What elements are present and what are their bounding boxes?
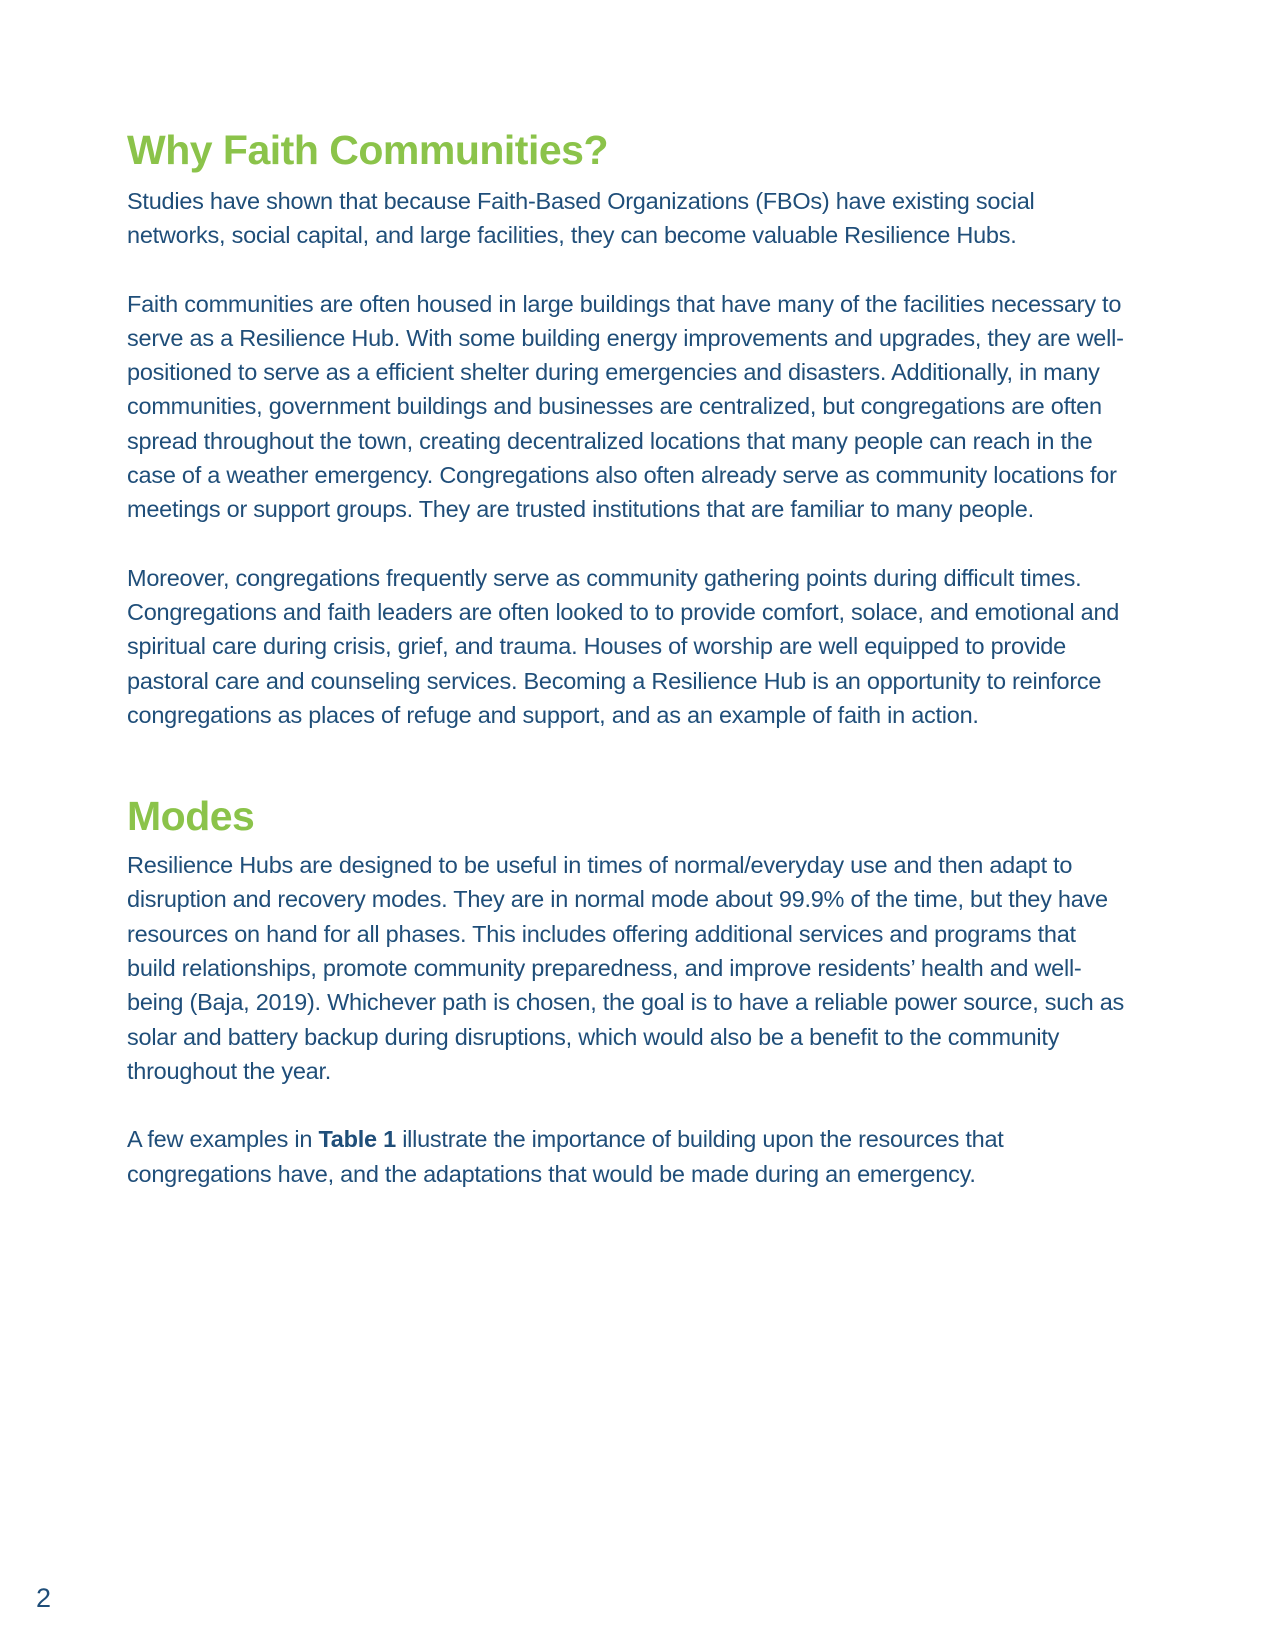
table-1-reference: Table 1: [318, 1126, 396, 1153]
modes-paragraph-2: [127, 1122, 1127, 1191]
section-heading-modes: Modes: [127, 793, 255, 840]
page-number: 2: [36, 1583, 52, 1613]
modes-paragraph-2-end: illustrate the importance of building upon the resources that congregations have, and the adaptations that would be made during an emergency.: [127, 1126, 1004, 1187]
section-heading-why-faith-communities: Why Faith Communities?: [127, 127, 608, 173]
modes-paragraph-1: Resilience Hubs are designed to be useful in times of normal/everyday use and then adapt to disruption and recovery modes. They are in normal mode about 99.9% of the time, but they have resources on hand for all phases. This includes offering additional services and programs that build relationships, promote community preparedness, and improve residents’ health and well-being (Baja, 2019). Whichever path is chosen, the goal is to have a reliable power source, such as solar and battery backup during disruptions, which would also be a benefit to the community throughout the year.: [127, 852, 1125, 1084]
page-content: [127, 124, 1127, 1191]
modes-paragraph-2-start: A few examples in: [127, 1126, 319, 1153]
why-paragraph-2: Faith communities are often housed in large buildings that have many of the facilities necessary to serve as a Resilience Hub. With some building energy improvements and upgrades, they are well-positioned to serve as a efficient shelter during emergencies and disasters. Additionally, in many communities, government buildings and businesses are centralized, but congregations are often spread throughout the town, creating decentralized locations that many people can reach in the case of a weather emergency. Congregations also often already serve as community locations for meetings or support groups. They are trusted institutions that are familiar to many people.: [127, 290, 1124, 523]
why-paragraph-1: Studies have shown that because Faith-Based Organizations (FBOs) have existing social networks, social capital, and large facilities, they can become valuable Resilience Hubs.: [127, 188, 1035, 249]
why-paragraph-3: Moreover, congregations frequently serve as community gathering points during difficult times. Congregations and faith leaders are often looked to to provide comfort, solace, and emotional and spiritual care during crisis, grief, and trauma. Houses of worship are well equipped to provide pastoral care and counseling services. Becoming a Resilience Hub is an opportunity to reinforce congregations as places of refuge and support, and as an example of faith in action.: [127, 564, 1120, 728]
